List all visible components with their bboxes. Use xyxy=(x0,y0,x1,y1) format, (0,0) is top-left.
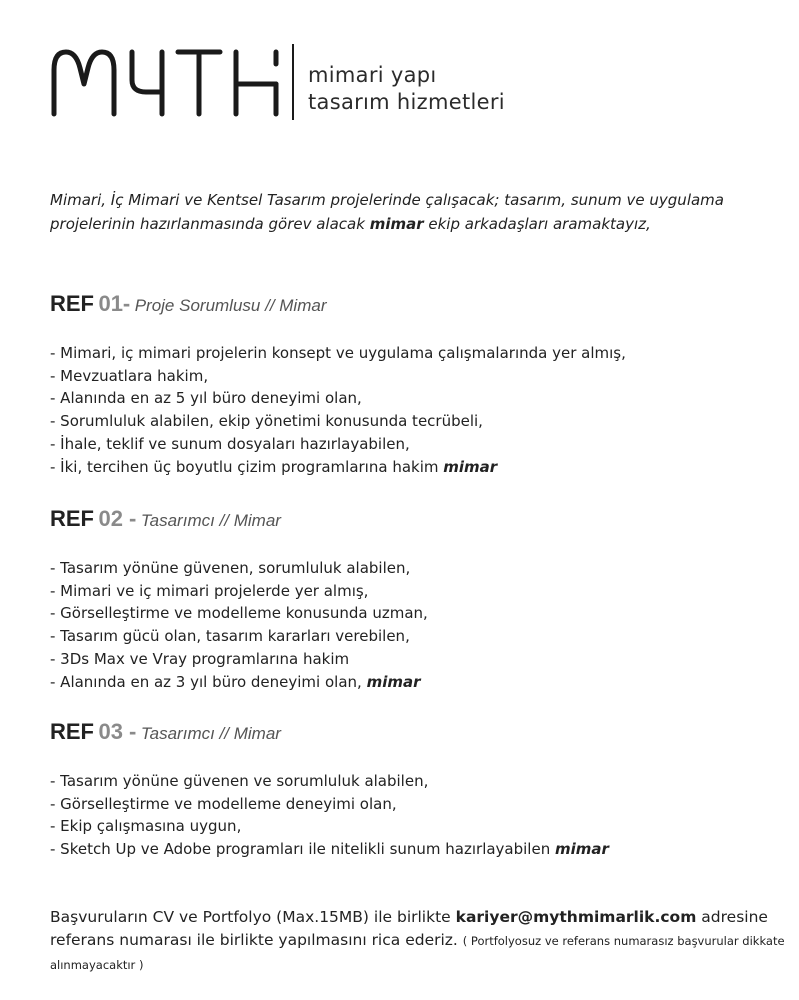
list-item: - Ekip çalışmasına uygun, xyxy=(50,817,242,836)
ref-number: 02 - xyxy=(98,506,137,531)
list-item-text: - İki, tercihen üç boyutlu çizim programlarına hakim xyxy=(50,457,444,476)
ref-01-heading xyxy=(50,291,326,317)
ref-number: 03 - xyxy=(98,719,137,744)
ref-label: REF xyxy=(50,506,94,531)
list-item: - Alanında en az 5 yıl büro deneyimi olan, xyxy=(50,389,362,408)
ref-01-requirements xyxy=(50,342,626,478)
list-item: - Görselleştirme ve modelleme deneyimi olan, xyxy=(50,794,397,813)
ref-label: REF xyxy=(50,291,94,316)
ref-title: Proje Sorumlusu // Mimar xyxy=(134,296,327,315)
ref-label: REF xyxy=(50,719,94,744)
list-item: - Tasarım yönüne güvenen ve sorumluluk alabilen, xyxy=(50,772,429,790)
list-item: - Tasarım yönüne güvenen, sorumluluk alabilen, xyxy=(50,559,411,577)
footer-text-after: adresine referans numarası ile birlikte yapılmasını rica ederiz. xyxy=(50,908,768,949)
list-item-text: - Sketch Up ve Adobe programları ile nitelikli sunum hazırlayabilen xyxy=(50,840,555,859)
ref-03-requirements xyxy=(50,770,609,861)
ref-02-heading xyxy=(50,506,281,532)
application-instructions xyxy=(50,906,785,977)
list-item: - Sorumluluk alabilen, ekip yönetimi konusunda tecrübeli, xyxy=(50,412,483,431)
list-item-emphasis: mimar xyxy=(366,672,421,691)
tagline xyxy=(308,62,505,116)
footer-text-before: Başvuruların CV ve Portfolyo (Max.15MB) ile birlikte xyxy=(50,908,456,926)
list-item: - Mevzuatlara hakim, xyxy=(50,366,209,385)
intro-emphasis: mimar xyxy=(369,215,424,233)
tagline-line-2: tasarım hizmetleri xyxy=(308,90,505,114)
footer-note: ( Portfolyosuz ve referans numarasız başvurular dikkate alınmayacaktır ) xyxy=(50,934,785,972)
list-item-text: - Alanında en az 3 yıl büro deneyimi olan, xyxy=(50,672,367,691)
tagline-line-1: mimari yapı xyxy=(308,63,437,87)
ref-03-heading xyxy=(50,719,281,745)
list-item xyxy=(50,838,609,861)
contact-email[interactable]: kariyer@mythmimarlik.com xyxy=(455,908,697,926)
list-item xyxy=(50,671,428,694)
list-item: - 3Ds Max ve Vray programlarına hakim xyxy=(50,649,350,668)
ref-title: Tasarımcı // Mimar xyxy=(140,724,281,743)
intro-text-after: ekip arkadaşları aramaktayız, xyxy=(423,215,651,233)
ref-title: Tasarımcı // Mimar xyxy=(140,511,281,530)
list-item: - Görselleştirme ve modelleme konusunda uzman, xyxy=(50,604,428,623)
ref-02-requirements xyxy=(50,557,428,693)
list-item: - Mimari ve iç mimari projelerde yer almış, xyxy=(50,581,369,600)
ref-number: 01- xyxy=(98,291,131,316)
list-item: - İhale, teklif ve sunum dosyaları hazırlayabilen, xyxy=(50,434,410,453)
list-item: - Tasarım gücü olan, tasarım kararları verebilen, xyxy=(50,627,410,646)
intro-text-before: Mimari, İç Mimari ve Kentsel Tasarım projelerinde çalışacak; tasarım, sunum ve uygulama projelerinin hazırlanmasında görev alacak xyxy=(50,191,724,233)
myth-logo-mark xyxy=(50,44,300,120)
intro-paragraph xyxy=(50,188,765,236)
list-item-emphasis: mimar xyxy=(443,457,498,476)
list-item: - Mimari, iç mimari projelerin konsept ve uygulama çalışmalarında yer almış, xyxy=(50,344,626,362)
list-item-emphasis: mimar xyxy=(554,840,609,859)
list-item xyxy=(50,456,626,479)
